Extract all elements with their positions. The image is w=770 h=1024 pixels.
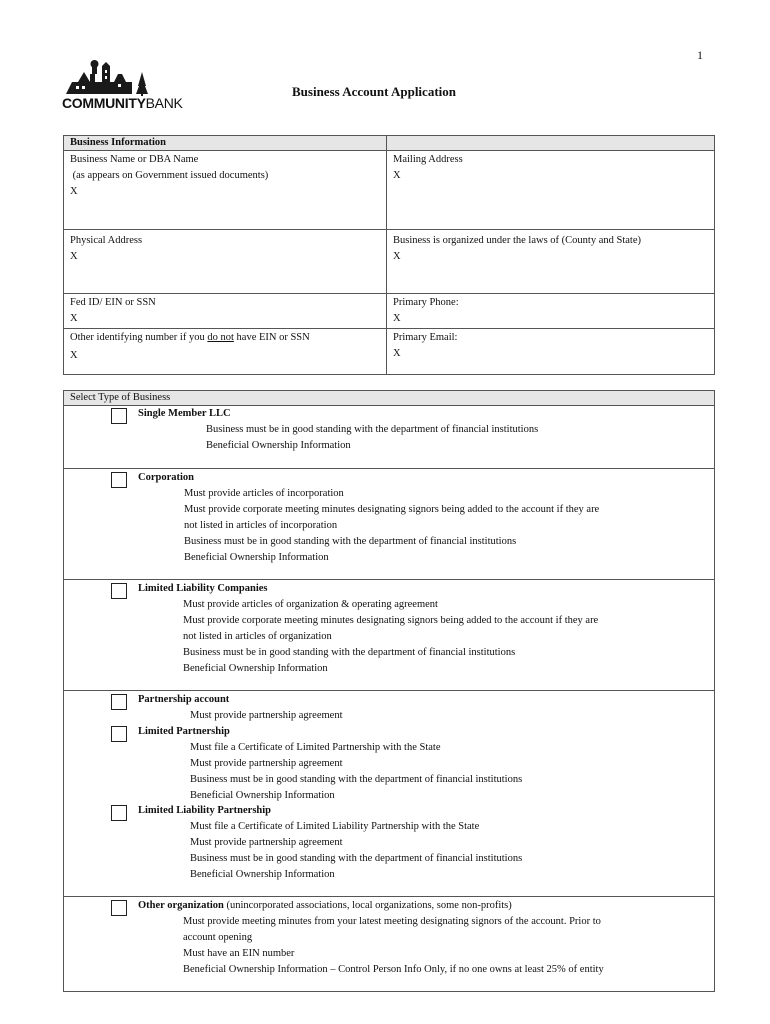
- mailing-address-cell[interactable]: [387, 151, 715, 230]
- page-number: 1: [697, 48, 703, 62]
- mailing-address-label: Mailing Address: [393, 154, 463, 165]
- llp-checkbox[interactable]: [111, 805, 127, 821]
- corporation-label: Corporation: [138, 472, 194, 483]
- corporation-requirement: Beneficial Ownership Information: [184, 552, 329, 563]
- fed-id-value[interactable]: X: [70, 313, 78, 324]
- option-partnerships: [64, 691, 715, 897]
- llc-requirement: not listed in articles of organization: [183, 631, 332, 642]
- physical-address-cell[interactable]: [64, 230, 387, 294]
- corporation-requirement: not listed in articles of incorporation: [184, 520, 338, 531]
- primary-phone-label: Primary Phone:: [393, 297, 459, 308]
- primary-email-label: Primary Email:: [393, 332, 458, 343]
- llc-requirement: Business must be in good standing with the department of financial institutions: [183, 647, 516, 658]
- partnership-account-checkbox[interactable]: [111, 694, 127, 710]
- physical-address-value[interactable]: X: [70, 251, 78, 262]
- business-name-label: Business Name or DBA Name: [70, 154, 199, 165]
- limited-partnership-requirement: Business must be in good standing with the department of financial institutions: [190, 774, 523, 785]
- business-information-table: [63, 135, 715, 375]
- limited-partnership-requirement: Must file a Certificate of Limited Partnership with the State: [190, 742, 441, 753]
- llp-requirement: Business must be in good standing with the department of financial institutions: [190, 853, 523, 864]
- limited-partnership-label: Limited Partnership: [138, 726, 230, 737]
- partnership-account-label: Partnership account: [138, 694, 230, 705]
- primary-phone-value[interactable]: X: [393, 313, 401, 324]
- fed-id-label: Fed ID/ EIN or SSN: [70, 297, 156, 308]
- single-member-requirement: Business must be in good standing with the department of financial institutions: [206, 424, 539, 435]
- limited-partnership-requirement: Beneficial Ownership Information: [190, 790, 335, 801]
- llc-label: Limited Liability Companies: [138, 583, 268, 594]
- business-name-cell[interactable]: [64, 151, 387, 230]
- mailing-address-value[interactable]: X: [393, 170, 401, 181]
- fed-id-cell[interactable]: [64, 294, 387, 329]
- single-member-requirement: Beneficial Ownership Information: [206, 440, 351, 451]
- single-member-llc-checkbox[interactable]: [111, 408, 127, 424]
- other-organization-requirement: Beneficial Ownership Information – Control Person Info Only, if no one owns at least 25% of entity: [183, 964, 604, 975]
- business-type-header: Select Type of Business: [64, 391, 715, 406]
- llp-label: Limited Liability Partnership: [138, 805, 272, 816]
- option-limited-liability-companies: [64, 580, 715, 691]
- llc-requirement: Must provide articles of organization & operating agreement: [183, 599, 438, 610]
- primary-phone-cell[interactable]: [387, 294, 715, 329]
- other-id-label: Other identifying number if you do not have EIN or SSN: [70, 332, 310, 343]
- other-organization-label: Other organization (unincorporated associations, local organizations, some non-profits): [138, 900, 512, 911]
- bank-wordmark: COMMUNITYBANK: [62, 95, 183, 111]
- corporation-requirement: Business must be in good standing with the department of financial institutions: [184, 536, 517, 547]
- llp-requirement: Must provide partnership agreement: [190, 837, 343, 848]
- other-id-value[interactable]: X: [70, 350, 78, 361]
- option-other-organization: [64, 897, 715, 992]
- corporation-requirement: Must provide corporate meeting minutes designating signors being added to the account if they are: [184, 504, 600, 515]
- organized-laws-cell[interactable]: [387, 230, 715, 294]
- option-single-member-llc: [64, 406, 715, 469]
- corporation-requirement: Must provide articles of incorporation: [184, 488, 344, 499]
- organized-laws-label: Business is organized under the laws of (County and State): [393, 235, 641, 246]
- llc-checkbox[interactable]: [111, 583, 127, 599]
- organized-laws-value[interactable]: X: [393, 251, 401, 262]
- corporation-checkbox[interactable]: [111, 472, 127, 488]
- primary-email-value[interactable]: X: [393, 348, 401, 359]
- business-type-table: [63, 390, 715, 992]
- page-title: Business Account Application: [292, 84, 456, 99]
- other-organization-checkbox[interactable]: [111, 900, 127, 916]
- other-id-cell[interactable]: [64, 329, 387, 375]
- llc-requirement: Must provide corporate meeting minutes designating signors being added to the account if they are: [183, 615, 599, 626]
- llp-requirement: Must file a Certificate of Limited Liability Partnership with the State: [190, 821, 480, 832]
- business-information-header: Business Information: [64, 136, 387, 151]
- other-organization-requirement: Must provide meeting minutes from your latest meeting designating signors of the account. Prior to: [183, 916, 601, 927]
- other-organization-requirement: account opening: [183, 932, 253, 943]
- llc-requirement: Beneficial Ownership Information: [183, 663, 328, 674]
- partnership-requirement: Must provide partnership agreement: [190, 710, 343, 721]
- header-empty-cell: [387, 136, 715, 151]
- single-member-llc-label: Single Member LLC: [138, 408, 231, 419]
- physical-address-label: Physical Address: [70, 235, 143, 246]
- other-organization-requirement: Must have an EIN number: [183, 948, 295, 959]
- limited-partnership-requirement: Must provide partnership agreement: [190, 758, 343, 769]
- llp-requirement: Beneficial Ownership Information: [190, 869, 335, 880]
- primary-email-cell[interactable]: [387, 329, 715, 375]
- limited-partnership-checkbox[interactable]: [111, 726, 127, 742]
- business-name-value[interactable]: X: [70, 186, 78, 197]
- option-corporation: [64, 469, 715, 580]
- business-name-note: (as appears on Government issued documents): [70, 170, 269, 181]
